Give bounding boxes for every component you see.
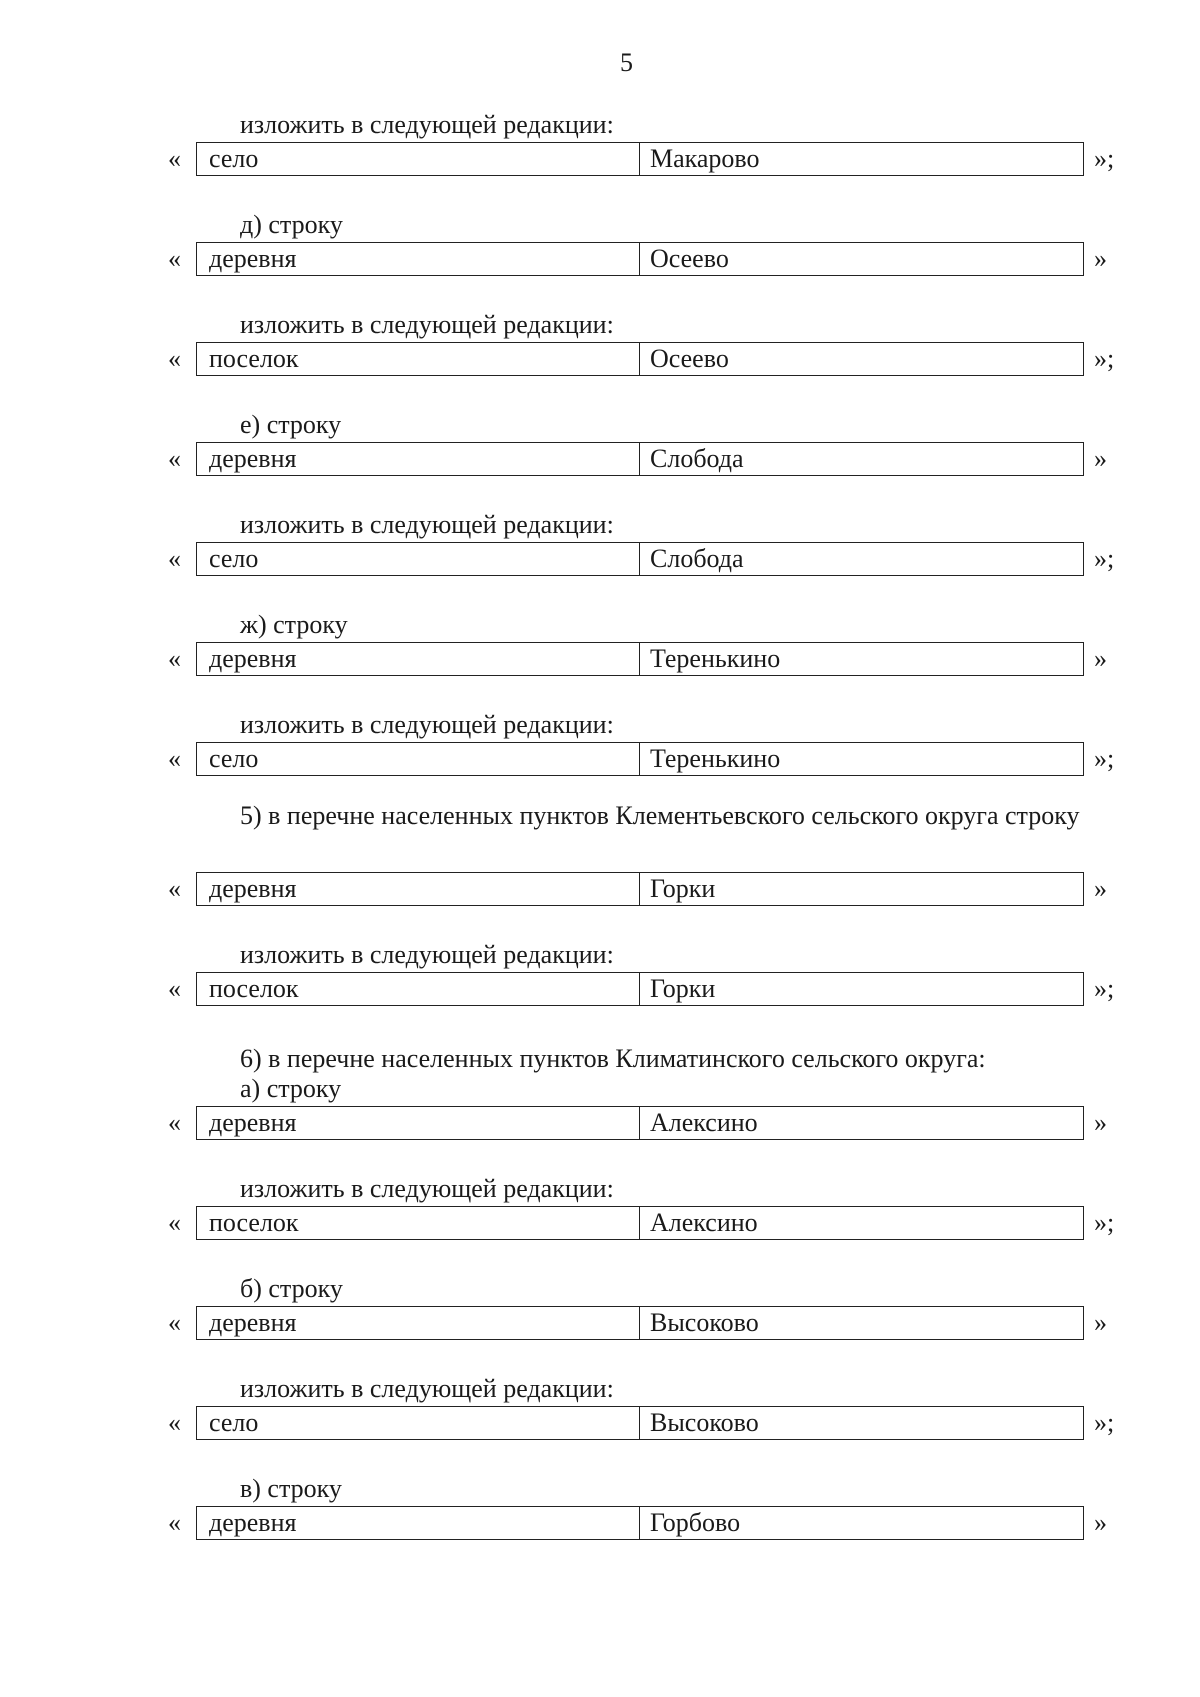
closing-quote: »;: [1094, 974, 1115, 1003]
settlement-name-cell: Высоково: [650, 1308, 759, 1337]
settlement-row: [0, 642, 1200, 676]
settlement-table: [196, 1306, 1084, 1340]
settlement-row: [0, 1506, 1200, 1540]
closing-quote: »: [1094, 1108, 1107, 1137]
closing-quote: »;: [1094, 144, 1115, 173]
page-number: 5: [620, 48, 633, 77]
settlement-table: [196, 742, 1084, 776]
closing-quote: »: [1094, 644, 1107, 673]
opening-quote: «: [168, 1408, 181, 1437]
block-caption: е) строку: [240, 410, 342, 439]
settlement-row: [0, 1106, 1200, 1140]
settlement-type-cell: село: [197, 1407, 640, 1439]
settlement-type-cell: поселок: [197, 1207, 640, 1239]
settlement-row: [0, 542, 1200, 576]
settlement-name-cell: Алексино: [650, 1108, 758, 1137]
settlement-name-cell: Слобода: [650, 444, 744, 473]
block-caption: изложить в следующей редакции:: [240, 310, 614, 339]
closing-quote: »: [1094, 444, 1107, 473]
opening-quote: «: [168, 974, 181, 1003]
opening-quote: «: [168, 1508, 181, 1537]
settlement-type-cell: село: [197, 143, 640, 175]
block-caption: б) строку: [240, 1274, 343, 1303]
settlement-type-cell: деревня: [197, 243, 640, 275]
block-caption: а) строку: [240, 1074, 342, 1103]
settlement-type-cell: деревня: [197, 1507, 640, 1539]
settlement-row: [0, 972, 1200, 1006]
settlement-table: [196, 1506, 1084, 1540]
settlement-table: [196, 642, 1084, 676]
closing-quote: »;: [1094, 544, 1115, 573]
opening-quote: «: [168, 344, 181, 373]
settlement-table: [196, 542, 1084, 576]
settlement-type-cell: деревня: [197, 873, 640, 905]
closing-quote: »: [1094, 244, 1107, 273]
opening-quote: «: [168, 1308, 181, 1337]
closing-quote: »;: [1094, 1408, 1115, 1437]
settlement-table: [196, 1206, 1084, 1240]
opening-quote: «: [168, 744, 181, 773]
settlement-name-cell: Теренькино: [650, 644, 781, 673]
settlement-type-cell: деревня: [197, 443, 640, 475]
settlement-name-cell: Алексино: [650, 1208, 758, 1237]
settlement-row: [0, 342, 1200, 376]
settlement-row: [0, 142, 1200, 176]
settlement-name-cell: Осеево: [650, 344, 729, 373]
block-caption: ж) строку: [240, 610, 348, 639]
opening-quote: «: [168, 244, 181, 273]
settlement-row: [0, 742, 1200, 776]
paragraph-5: 5) в перечне населенных пунктов Клементьевского сельского округа строку: [240, 801, 1080, 830]
settlement-table: [196, 972, 1084, 1006]
block-caption: изложить в следующей редакции:: [240, 110, 614, 139]
settlement-name-cell: Осеево: [650, 244, 729, 273]
closing-quote: »;: [1094, 1208, 1115, 1237]
settlement-table: [196, 342, 1084, 376]
settlement-table: [196, 142, 1084, 176]
settlement-type-cell: поселок: [197, 343, 640, 375]
settlement-table: [196, 1106, 1084, 1140]
settlement-table: [196, 442, 1084, 476]
settlement-name-cell: Макарово: [650, 144, 760, 173]
settlement-type-cell: деревня: [197, 643, 640, 675]
opening-quote: «: [168, 1108, 181, 1137]
opening-quote: «: [168, 874, 181, 903]
opening-quote: «: [168, 444, 181, 473]
closing-quote: »;: [1094, 744, 1115, 773]
settlement-type-cell: деревня: [197, 1307, 640, 1339]
settlement-name-cell: Горки: [650, 874, 716, 903]
settlement-row: [0, 872, 1200, 906]
settlement-row: [0, 1306, 1200, 1340]
block-caption: изложить в следующей редакции:: [240, 510, 614, 539]
opening-quote: «: [168, 1208, 181, 1237]
paragraph-6: 6) в перечне населенных пунктов Климатинского сельского округа:: [240, 1044, 986, 1073]
settlement-name-cell: Горбово: [650, 1508, 741, 1537]
settlement-table: [196, 1406, 1084, 1440]
settlement-name-cell: Высоково: [650, 1408, 759, 1437]
settlement-row: [0, 1406, 1200, 1440]
opening-quote: «: [168, 644, 181, 673]
settlement-name-cell: Теренькино: [650, 744, 781, 773]
block-caption: изложить в следующей редакции:: [240, 1174, 614, 1203]
settlement-table: [196, 872, 1084, 906]
settlement-name-cell: Слобода: [650, 544, 744, 573]
closing-quote: »: [1094, 874, 1107, 903]
block-caption: изложить в следующей редакции:: [240, 940, 614, 969]
settlement-row: [0, 1206, 1200, 1240]
opening-quote: «: [168, 144, 181, 173]
settlement-type-cell: деревня: [197, 1107, 640, 1139]
settlement-table: [196, 242, 1084, 276]
settlement-type-cell: поселок: [197, 973, 640, 1005]
settlement-name-cell: Горки: [650, 974, 716, 1003]
block-caption: д) строку: [240, 210, 343, 239]
settlement-row: [0, 242, 1200, 276]
closing-quote: »: [1094, 1308, 1107, 1337]
block-caption: в) строку: [240, 1474, 342, 1503]
opening-quote: «: [168, 544, 181, 573]
block-caption: изложить в следующей редакции:: [240, 710, 614, 739]
settlement-type-cell: село: [197, 543, 640, 575]
settlement-row: [0, 442, 1200, 476]
settlement-type-cell: село: [197, 743, 640, 775]
block-caption: изложить в следующей редакции:: [240, 1374, 614, 1403]
closing-quote: »: [1094, 1508, 1107, 1537]
closing-quote: »;: [1094, 344, 1115, 373]
